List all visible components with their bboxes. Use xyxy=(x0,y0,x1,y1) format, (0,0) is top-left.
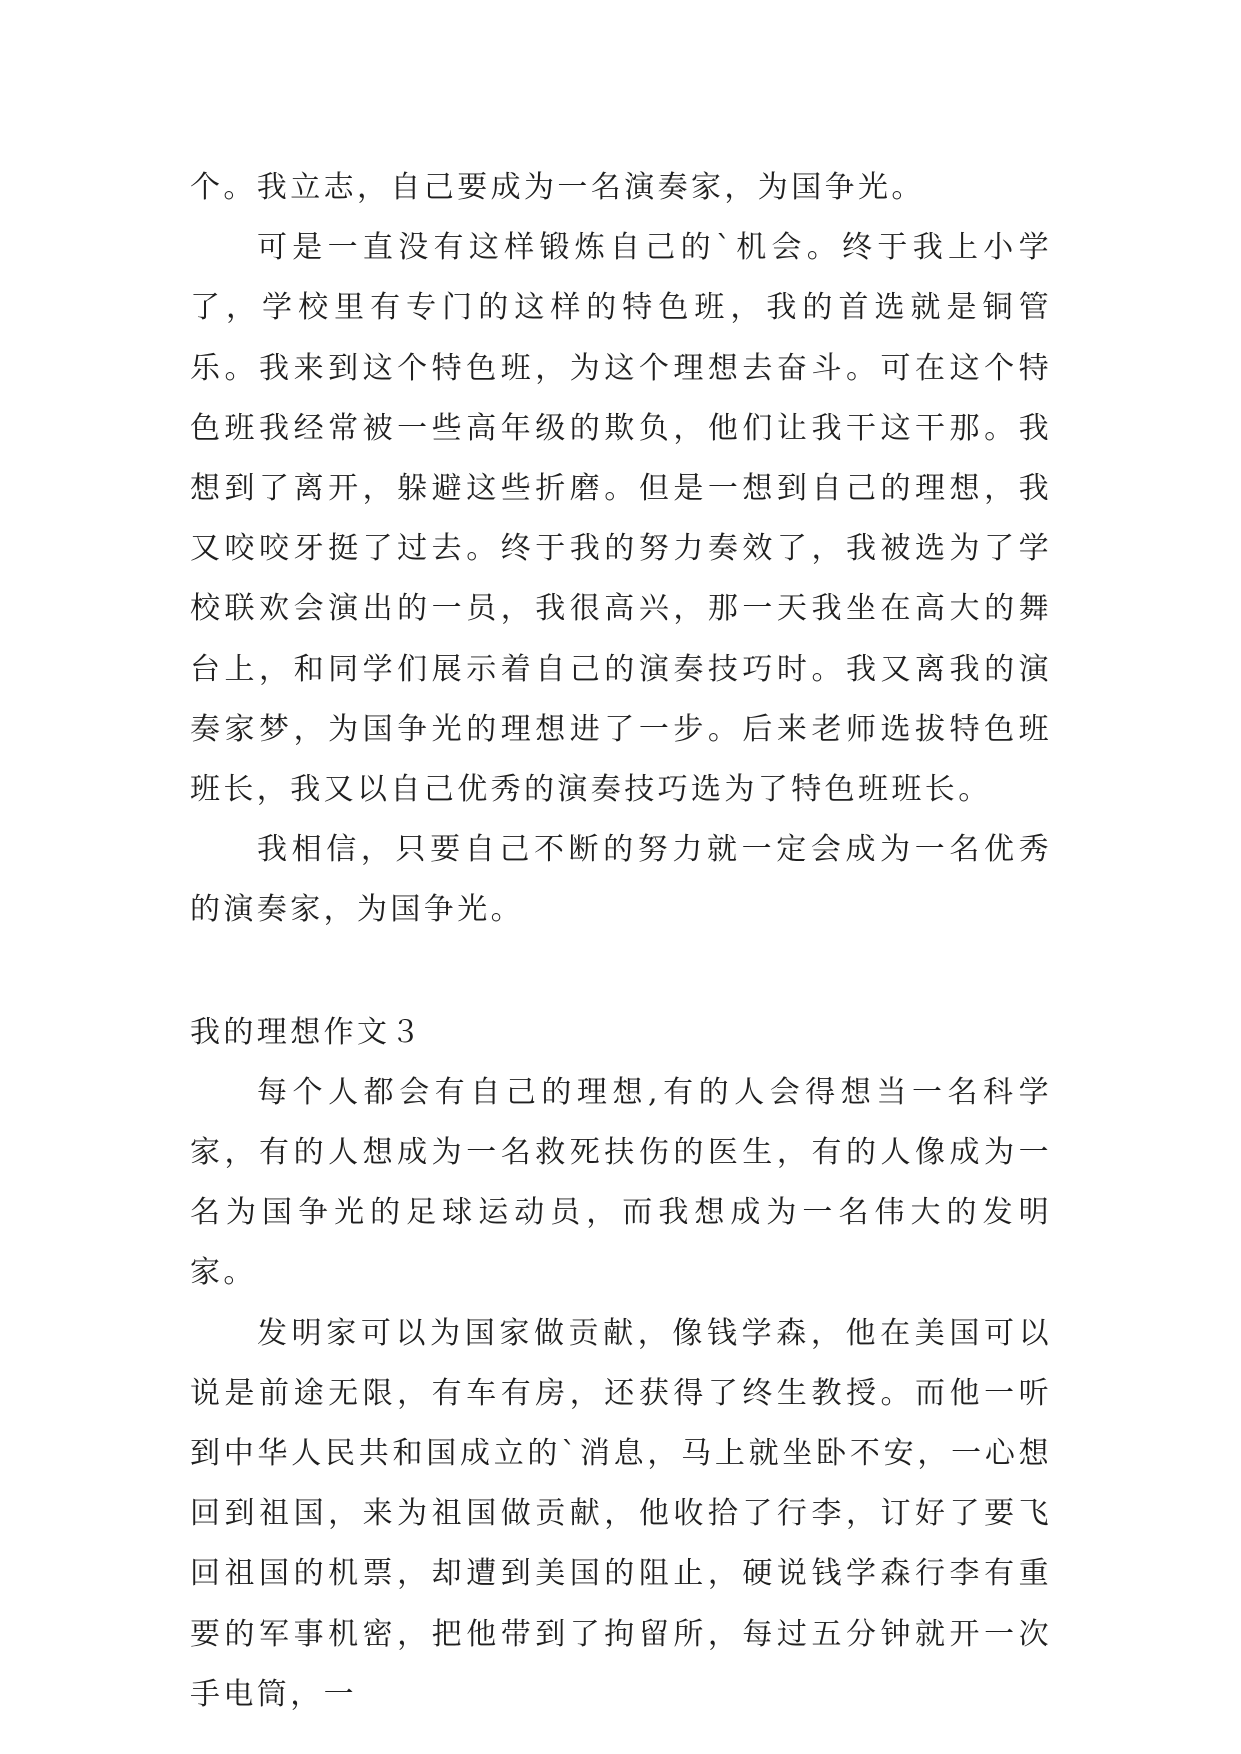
paragraph-ideals: 每个人都会有自己的理想,有的人会得想当一名科学家，有的人想成为一名救死扶伤的医生，有的人像成为一名为国争光的足球运动员，而我想成为一名伟大的发明家。 xyxy=(190,1074,1052,1291)
section-heading: 我的理想作文３ xyxy=(190,1014,424,1050)
document-body xyxy=(190,158,1052,1725)
paragraph-belief: 我相信，只要自己不断的努力就一定会成为一名优秀的演奏家，为国争光。 xyxy=(190,832,1052,928)
paragraph-training: 可是一直没有这样锻炼自己的`机会。终于我上小学了，学校里有专门的这样的特色班，我的首选就是铜管乐。我来到这个特色班，为这个理想去奋斗。可在这个特色班我经常被一些高年级的欺负，他们让我干这干那。我想到了离开，躲避这些折磨。但是一想到自己的理想，我又咬咬牙挺了过去。终于我的努力奏效了，我被选为了学校联欢会演出的一员，我很高兴，那一天我坐在高大的舞台上，和同学们展示着自己的演奏技巧时。我又离我的演奏家梦，为国争光的理想进了一步。后来老师选拔特色班班长，我又以自己优秀的演奏技巧选为了特色班班长。 xyxy=(190,230,1052,808)
paragraph-continuation: 个。我立志，自己要成为一名演奏家，为国争光。 xyxy=(190,170,925,205)
section-spacer xyxy=(190,941,1052,1003)
paragraph-inventor: 发明家可以为国家做贡献，像钱学森，他在美国可以说是前途无限，有车有房，还获得了终生教授。而他一听到中华人民共和国成立的`消息，马上就坐卧不安，一心想回到祖国，来为祖国做贡献，他收拾了行李，订好了要飞回祖国的机票，却遭到美国的阻止，硬说钱学森行李有重要的军事机密，把他带到了拘留所，每过五分钟就开一次手电筒，一 xyxy=(190,1315,1052,1712)
